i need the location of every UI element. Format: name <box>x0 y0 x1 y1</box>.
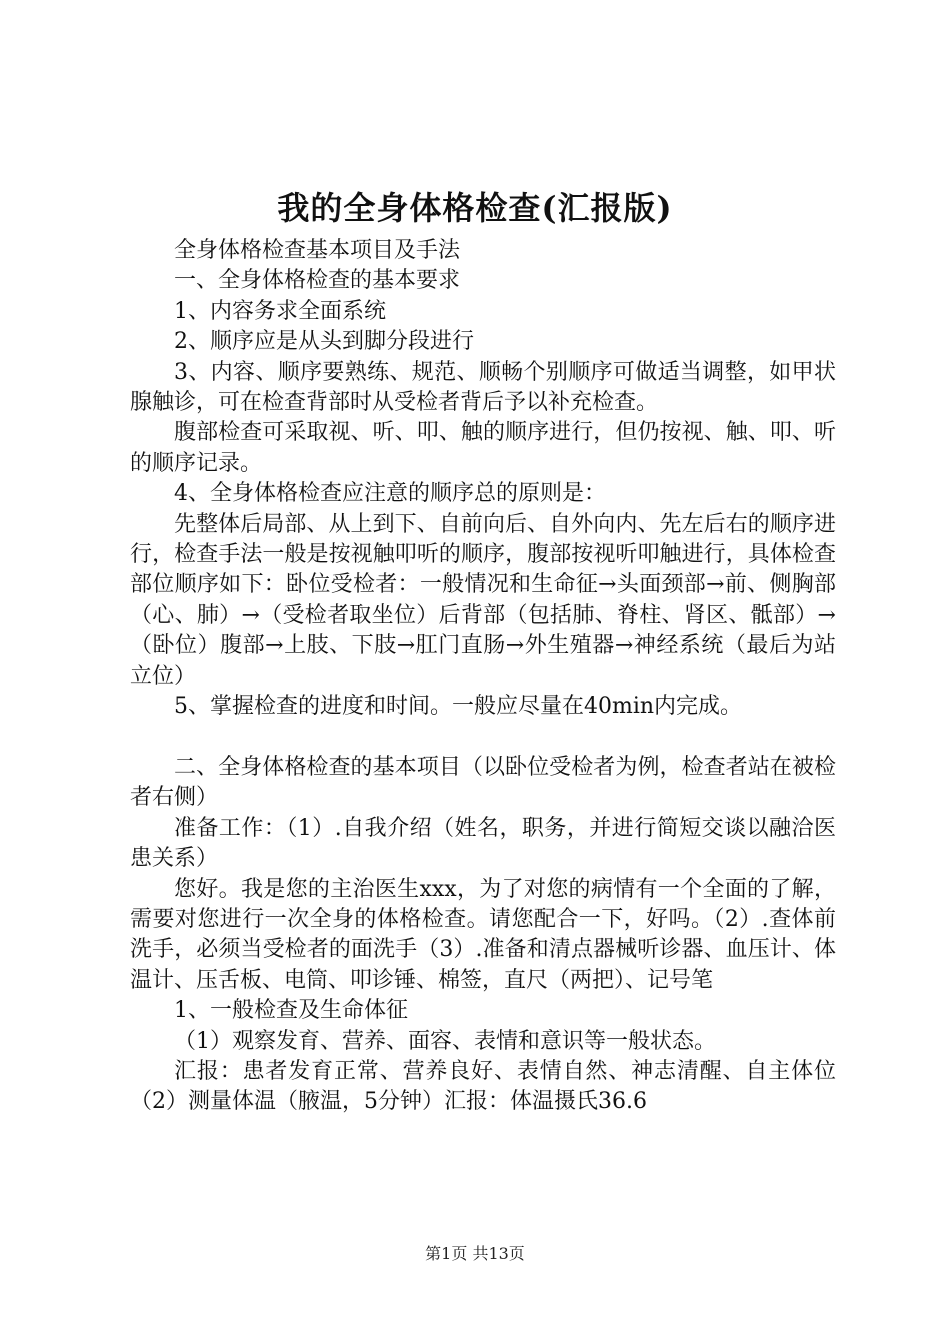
paragraph: 1、内容务求全面系统 <box>174 298 386 324</box>
paragraph: 汇报：患者发育正常、营养良好、表情自然、神志清醒、自主体位（2）测量体温（腋温，5分钟）汇报：体温摄氏36.6 <box>130 1058 836 1115</box>
paragraph: 先整体后局部、从上到下、自前向后、自外向内、先左后右的顺序进行，检查手法一般是按视触叩听的顺序，腹部按视听叩触进行，具体检查部位顺序如下：卧位受检者：一般情况和生命征→头面颈部→前、侧胸部（心、肺）→（受检者取坐位）后背部（包括肺、脊柱、肾区、骶部）→（卧位）腹部→上肢、下肢→肛门直肠→外生殖器→神经系统（最后为站立位） <box>130 511 836 689</box>
paragraph: 3、内容、顺序要熟练、规范、顺畅个别顺序可做适当调整，如甲状腺触诊，可在检查背部时从受检者背后予以补充检查。 <box>130 359 836 416</box>
document-title: 我的全身体格检查(汇报版) <box>277 189 673 227</box>
page-footer <box>0 1243 950 1265</box>
blank-line <box>130 723 836 753</box>
document-body <box>130 236 836 1118</box>
paragraph: 您好。我是您的主治医生xxx，为了对您的病情有一个全面的了解，需要对您进行一次全身的体格检查。请您配合一下，好吗。（2）.查体前洗手，必须当受检者的面洗手（3）.准备和清点器械听诊器、血压计、体温计、压舌板、电筒、叩诊锤、棉签，直尺（两把）、记号笔 <box>130 876 836 993</box>
paragraph: 1、一般检查及生命体征 <box>174 998 408 1024</box>
paragraph: 5、掌握检查的进度和时间。一般应尽量在40min内完成。 <box>174 694 743 720</box>
paragraph: 全身体格检查基本项目及手法 <box>174 238 461 263</box>
paragraph: 一、全身体格检查的基本要求 <box>174 268 461 294</box>
paragraph: 2、顺序应是从头到脚分段进行 <box>174 329 474 355</box>
paragraph: 4、全身体格检查应注意的顺序总的原则是： <box>174 481 606 507</box>
paragraph: （1）观察发育、营养、面容、表情和意识等一般状态。 <box>174 1028 716 1054</box>
paragraph: 二、全身体格检查的基本项目（以卧位受检者为例，检查者站在被检者右侧） <box>130 754 836 811</box>
paragraph: 准备工作：（1）.自我介绍（姓名，职务，并进行简短交谈以融洽医患关系） <box>130 815 836 872</box>
paragraph: 腹部检查可采取视、听、叩、触的顺序进行，但仍按视、触、叩、听的顺序记录。 <box>130 420 836 476</box>
page-number: 第1页 共13页 <box>425 1244 525 1263</box>
